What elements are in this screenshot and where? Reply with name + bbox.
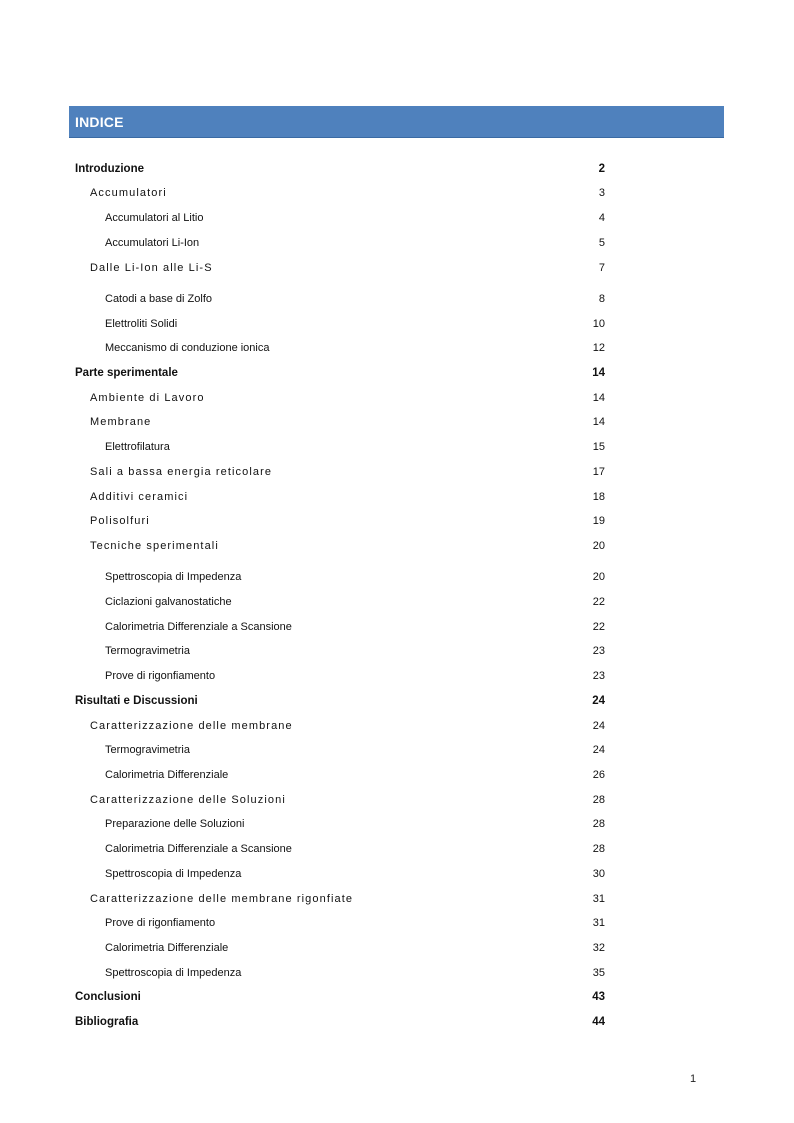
toc-entry-page: 7 (598, 262, 605, 274)
toc-entry-label: Calorimetria Differenziale a Scansione (105, 843, 292, 855)
toc-entry-page: 44 (592, 1016, 605, 1028)
toc-entry-subsection[interactable] (0, 237, 794, 255)
toc-entry-label: Prove di rigonfiamento (105, 670, 216, 682)
toc-entry-subsection[interactable] (0, 212, 794, 230)
toc-entry-subsection[interactable] (0, 868, 794, 886)
toc-entry-subsection[interactable] (0, 967, 794, 985)
toc-entry-page: 22 (592, 596, 605, 608)
toc-entry-subsection[interactable] (0, 818, 794, 836)
toc-entry-label: Calorimetria Differenziale (105, 942, 229, 954)
toc-entry-subsection[interactable] (0, 342, 794, 360)
toc-entry-page: 14 (592, 392, 605, 404)
toc-entry-label: Spettroscopia di Impedenza (105, 571, 242, 583)
toc-entry-label: Termogravimetria (105, 744, 190, 756)
toc-entry-page: 24 (592, 720, 605, 732)
toc-entry-label: Preparazione delle Soluzioni (105, 818, 245, 830)
toc-entry-label: Calorimetria Differenziale (105, 769, 229, 781)
toc-entry-page: 22 (592, 621, 605, 633)
toc-entry-label: Caratterizzazione delle membrane (90, 720, 293, 732)
toc-entry-page: 14 (592, 367, 605, 379)
toc-entry-label: Sali a bassa energia reticolare (90, 466, 273, 478)
toc-entry-page: 17 (592, 466, 605, 478)
toc-entry-label: Caratterizzazione delle Soluzioni (90, 794, 286, 806)
toc-entry-page: 23 (592, 670, 605, 682)
toc-entry-label: Termogravimetria (105, 645, 190, 657)
toc-entry-label: Elettrofilatura (105, 441, 170, 453)
toc-entry-section[interactable] (0, 540, 794, 558)
toc-entry-page: 28 (592, 818, 605, 830)
toc-entry-subsection[interactable] (0, 621, 794, 639)
toc-entry-page: 32 (592, 942, 605, 954)
toc-entry-label: Conclusioni (75, 991, 141, 1003)
toc-entry-section[interactable] (0, 720, 794, 738)
toc-entry-section[interactable] (0, 466, 794, 484)
toc-entry-label: Accumulatori al Litio (105, 212, 204, 224)
toc-entry-label: Tecniche sperimentali (90, 540, 219, 552)
toc-entry-page: 30 (592, 868, 605, 880)
toc-entry-label: Accumulatori Li-Ion (105, 237, 200, 249)
toc-entry-page: 10 (592, 318, 605, 330)
toc-entry-page: 31 (592, 917, 605, 929)
toc-entry-label: Parte sperimentale (75, 367, 178, 379)
toc-entry-page: 24 (592, 744, 605, 756)
toc-entry-page: 2 (598, 163, 605, 175)
toc-entry-page: 3 (598, 187, 605, 199)
toc-entry-page: 35 (592, 967, 605, 979)
toc-entry-subsection[interactable] (0, 318, 794, 336)
toc-entry-page: 20 (592, 540, 605, 552)
toc-entry-page: 28 (592, 794, 605, 806)
toc-entry-chapter[interactable] (0, 991, 794, 1009)
toc-entry-chapter[interactable] (0, 1016, 794, 1034)
toc-entry-label: Dalle Li-Ion alle Li-S (90, 262, 213, 274)
toc-entry-section[interactable] (0, 262, 794, 280)
toc-entry-chapter[interactable] (0, 163, 794, 181)
toc-entry-page: 15 (592, 441, 605, 453)
page-number: 1 (690, 1073, 697, 1085)
toc-entry-section[interactable] (0, 893, 794, 911)
toc-entry-subsection[interactable] (0, 441, 794, 459)
toc-entry-label: Ciclazioni galvanostatiche (105, 596, 232, 608)
toc-entry-label: Spettroscopia di Impedenza (105, 868, 242, 880)
toc-entry-page: 20 (592, 571, 605, 583)
toc-entry-page: 8 (598, 293, 605, 305)
toc-entry-page: 14 (592, 416, 605, 428)
toc-entry-page: 28 (592, 843, 605, 855)
toc-entry-subsection[interactable] (0, 293, 794, 311)
toc-entry-label: Calorimetria Differenziale a Scansione (105, 621, 292, 633)
toc-entry-section[interactable] (0, 515, 794, 533)
toc-entry-page: 43 (592, 991, 605, 1003)
toc-entry-label: Risultati e Discussioni (75, 695, 198, 707)
toc-entry-subsection[interactable] (0, 645, 794, 663)
toc-entry-page: 23 (592, 645, 605, 657)
toc-entry-label: Elettroliti Solidi (105, 318, 178, 330)
toc-entry-page: 31 (592, 893, 605, 905)
toc-entry-label: Catodi a base di Zolfo (105, 293, 213, 305)
toc-entry-label: Bibliografia (75, 1016, 139, 1028)
toc-entry-subsection[interactable] (0, 942, 794, 960)
toc-entry-label: Ambiente di Lavoro (90, 392, 205, 404)
toc-entry-label: Prove di rigonfiamento (105, 917, 216, 929)
toc-entry-label: Spettroscopia di Impedenza (105, 967, 242, 979)
toc-entry-section[interactable] (0, 794, 794, 812)
toc-entry-subsection[interactable] (0, 843, 794, 861)
toc-entry-section[interactable] (0, 392, 794, 410)
toc-entry-label: Meccanismo di conduzione ionica (105, 342, 270, 354)
index-title: INDICE (75, 114, 124, 130)
toc-entry-section[interactable] (0, 416, 794, 434)
toc-entry-label: Caratterizzazione delle membrane rigonfiate (90, 893, 354, 905)
toc-entry-subsection[interactable] (0, 769, 794, 787)
toc-entry-page: 5 (598, 237, 605, 249)
toc-entry-label: Polisolfuri (90, 515, 150, 527)
toc-entry-chapter[interactable] (0, 367, 794, 385)
toc-entry-chapter[interactable] (0, 695, 794, 713)
toc-entry-page: 4 (598, 212, 605, 224)
toc-entry-label: Additivi ceramici (90, 491, 189, 503)
toc-entry-section[interactable] (0, 491, 794, 509)
toc-entry-page: 18 (592, 491, 605, 503)
toc-entry-label: Membrane (90, 416, 152, 428)
toc-entry-page: 24 (592, 695, 605, 707)
toc-entry-page: 19 (592, 515, 605, 527)
toc-entry-subsection[interactable] (0, 670, 794, 688)
toc-entry-subsection[interactable] (0, 744, 794, 762)
toc-entry-label: Accumulatori (90, 187, 167, 199)
toc-entry-label: Introduzione (75, 163, 144, 175)
toc-entry-section[interactable] (0, 187, 794, 205)
toc-entry-page: 26 (592, 769, 605, 781)
toc-entry-subsection[interactable] (0, 596, 794, 614)
toc-entry-subsection[interactable] (0, 917, 794, 935)
toc-entry-page: 12 (592, 342, 605, 354)
toc-entry-subsection[interactable] (0, 571, 794, 589)
